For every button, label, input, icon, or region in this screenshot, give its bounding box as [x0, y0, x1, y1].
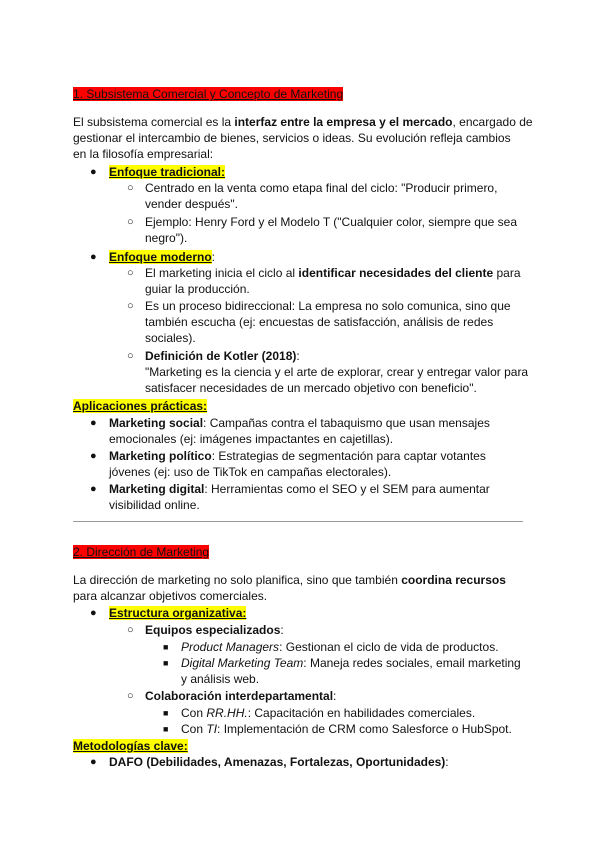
- section-1-intro: El subsistema comercial es la interfaz entre la empresa y el mercado, encargado de gestionar el intercambio de bienes, servicios o ideas. Su evolución refleja cambios en la filosofía empresarial:: [73, 115, 533, 161]
- bullet-circle-icon: ○: [127, 216, 134, 228]
- mod-item-3: Definición de Kotler (2018): "Marketing es la ciencia y el arte de explorar, crear y entregar valor para satisfacer necesidades de un mercado objetivo con beneficio".: [145, 349, 529, 395]
- digital-marketing-item: Digital Marketing Team: Maneja redes sociales, email marketing y análisis web.: [181, 656, 521, 686]
- bullet-disc-icon: ●: [90, 756, 97, 768]
- section-1-heading: 1. Subsistema Comercial y Concepto de Marketing: [73, 87, 344, 101]
- bullet-circle-icon: ○: [127, 624, 134, 636]
- metodologias-label: Metodologías clave:: [73, 739, 188, 753]
- bullet-disc-icon: ●: [90, 251, 97, 263]
- enfoque-tradicional-label: Enfoque tradicional:: [109, 165, 226, 179]
- section-divider: [73, 521, 523, 522]
- app-item-politico: Marketing político: Estrategias de segmentación para captar votantes jóvenes (ej: uso de TikTok en campañas electorales).: [109, 449, 486, 479]
- ti-item: Con TI: Implementación de CRM como Salesforce o HubSpot.: [181, 722, 512, 736]
- bullet-disc-icon: ●: [90, 166, 97, 178]
- bullet-square-icon: ■: [163, 724, 169, 734]
- bullet-circle-icon: ○: [127, 182, 134, 194]
- app-item-social: Marketing social: Campañas contra el tabaquismo que usan mensajes emocionales (ej: imágenes impactantes en cajetillas).: [109, 416, 490, 446]
- section-2-heading: 2. Dirección de Marketing: [73, 545, 210, 559]
- product-managers-item: Product Managers: Gestionan el ciclo de vida de productos.: [181, 640, 499, 654]
- bullet-circle-icon: ○: [127, 690, 134, 702]
- trad-item-1: Centrado en la venta como etapa final del ciclo: "Producir primero, vender después".: [145, 181, 498, 211]
- mod-item-2: Es un proceso bidireccional: La empresa no solo comunica, sino que también escucha (ej: encuestas de satisfacción, análisis de redes sociales).: [145, 299, 511, 345]
- colaboracion-label: Colaboración interdepartamental:: [145, 689, 337, 703]
- bullet-square-icon: ■: [163, 642, 169, 652]
- dafo-item: DAFO (Debilidades, Amenazas, Fortalezas, Oportunidades):: [109, 755, 449, 769]
- bullet-disc-icon: ●: [90, 417, 97, 429]
- rrhh-item: Con RR.HH.: Capacitación en habilidades comerciales.: [181, 706, 476, 720]
- bullet-disc-icon: ●: [90, 483, 97, 495]
- bullet-disc-icon: ●: [90, 607, 97, 619]
- bullet-circle-icon: ○: [127, 350, 134, 362]
- mod-item-1: El marketing inicia el ciclo al identificar necesidades del cliente para guiar la producción.: [145, 266, 521, 296]
- enfoque-moderno-label: Enfoque moderno:: [109, 250, 216, 264]
- equipos-label: Equipos especializados:: [145, 623, 284, 637]
- bullet-circle-icon: ○: [127, 267, 134, 279]
- section-2-intro: La dirección de marketing no solo planifica, sino que también coordina recursos para alcanzar objetivos comerciales.: [73, 573, 506, 603]
- bullet-square-icon: ■: [163, 708, 169, 718]
- bullet-circle-icon: ○: [127, 300, 134, 312]
- aplicaciones-label: Aplicaciones prácticas:: [73, 399, 208, 413]
- bullet-disc-icon: ●: [90, 450, 97, 462]
- app-item-digital: Marketing digital: Herramientas como el SEO y el SEM para aumentar visibilidad online.: [109, 482, 490, 512]
- estructura-label: Estructura organizativa:: [109, 606, 247, 620]
- trad-item-2: Ejemplo: Henry Ford y el Modelo T ("Cualquier color, siempre que sea negro").: [145, 215, 517, 245]
- bullet-square-icon: ■: [163, 658, 169, 668]
